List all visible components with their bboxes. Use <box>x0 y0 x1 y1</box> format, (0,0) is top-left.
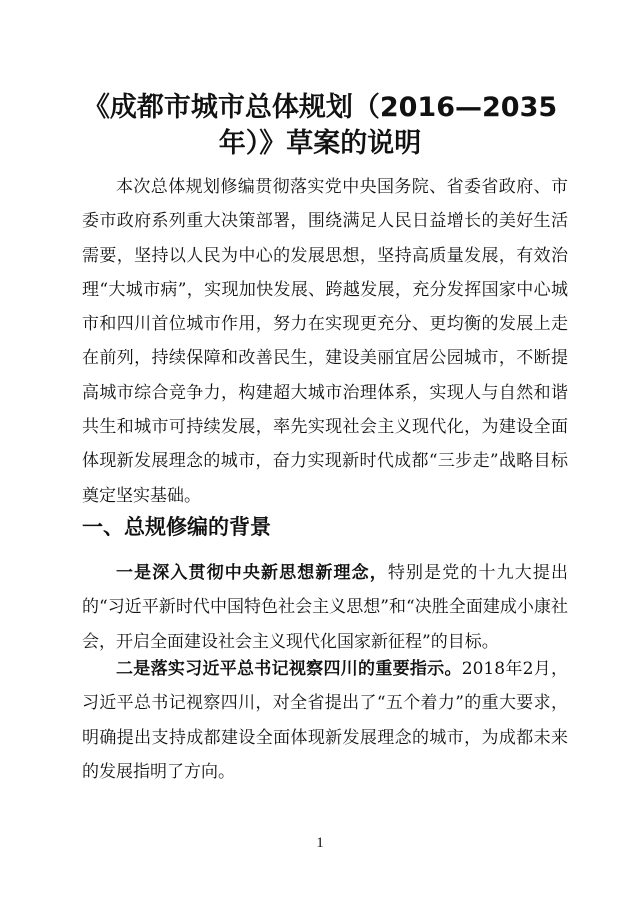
point-2-paragraph <box>82 652 568 789</box>
document-title <box>64 90 576 162</box>
intro-paragraph: 本次总体规划修编贯彻落实党中央国务院、省委省政府、市委市政府系列重大决策部署，围绕满足人民日益增长的美好生活需要，坚持以人民为中心的发展思想，坚持高质量发展，有效治理“大城市病”，实现加快发展、跨越发展，充分发挥国家中心城市和四川首位城市作用，努力在实现更充分、更均衡的发展上走在前列，持续保障和改善民生，建设美丽宜居公园城市，不断提高城市综合竞争力，构建超大城市治理体系，实现人与自然和谐共生和城市可持续发展，率先实现社会主义现代化，为建设全面体现新发展理念的城市，奋力实现新时代成都“三步走”战略目标奠定坚实基础。 <box>82 177 568 506</box>
point-1-lead: 一是深入贯彻中央新思想新理念， <box>116 563 388 583</box>
page-number: 1 <box>316 835 324 851</box>
section-heading: 一、总规修编的背景 <box>82 515 271 539</box>
point-2-lead: 二是落实习近平总书记视察四川的重要指示。 <box>116 659 462 679</box>
point-1-paragraph <box>82 556 568 659</box>
point-1-text: 特别是党的十九大提出的“习近平新时代中国特色社会主义思想”和“决胜全面建成小康社会，开启全面建设社会主义现代化国家新征程”的目标。 <box>82 563 568 652</box>
title-line-1: 《成都市城市总体规划（2016—2035 <box>82 92 558 123</box>
point-2-text: 2018年2月，习近平总书记视察四川，对全省提出了“五个着力”的重大要求，明确提出支持成都建设全面体现新发展理念的城市，为成都未来的发展指明了方向。 <box>82 659 568 782</box>
title-line-2: 年）》草案的说明 <box>218 128 422 159</box>
